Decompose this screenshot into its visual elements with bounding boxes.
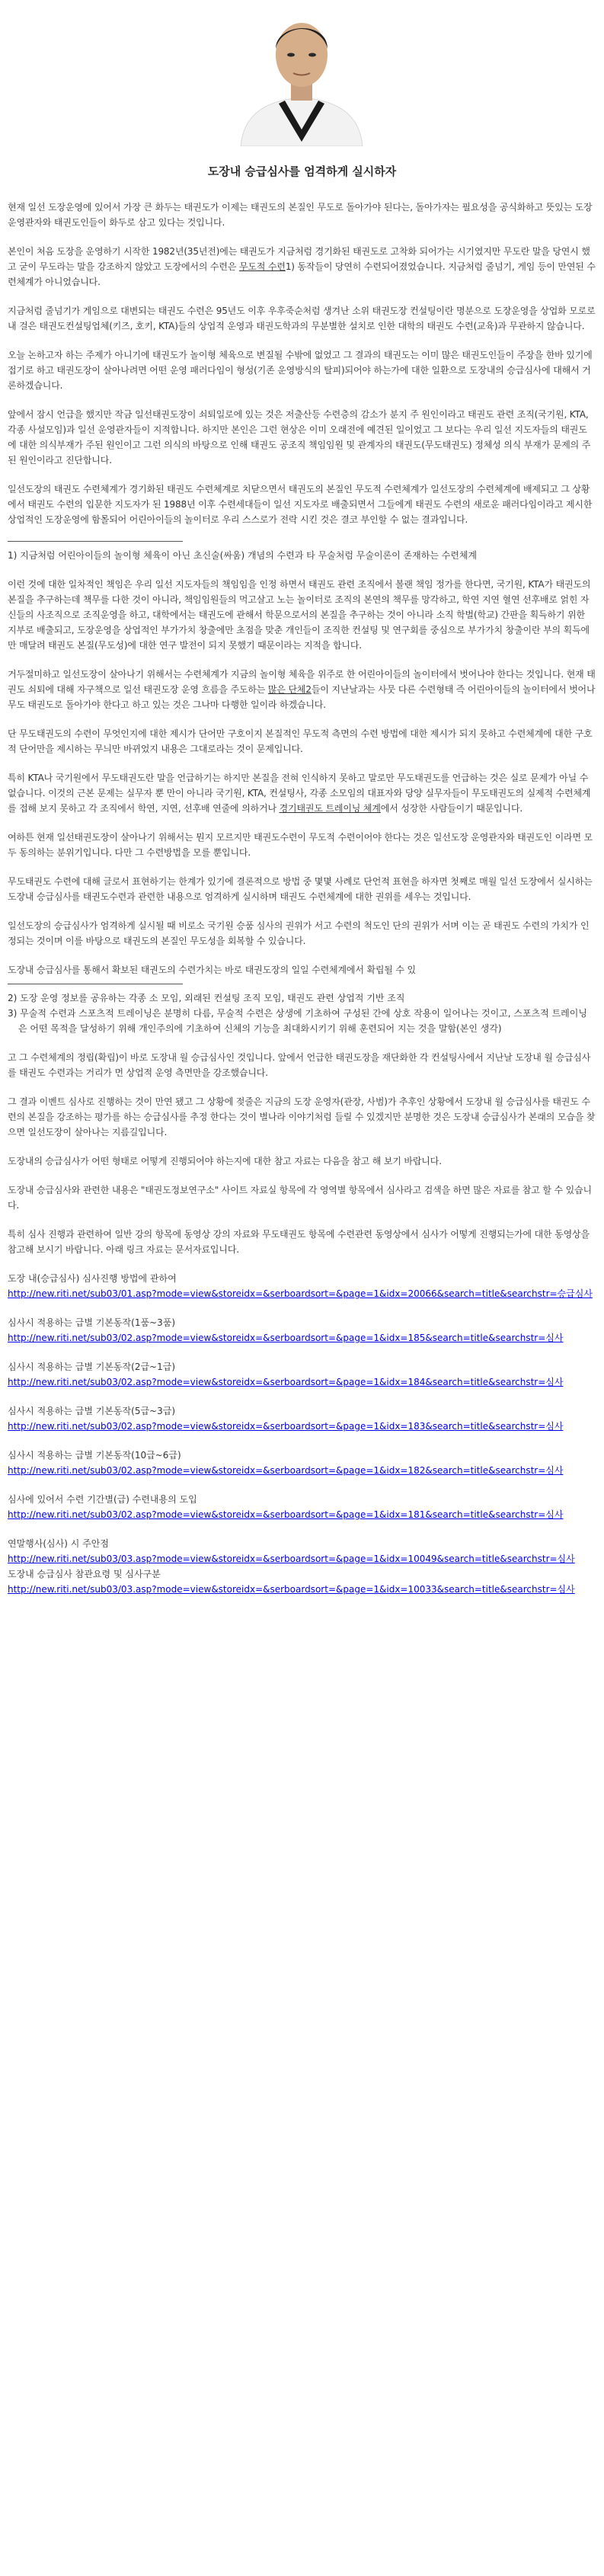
- paragraph: 도장내 승급심사와 관련한 내용은 "태권도정보연구소" 사이트 자료실 항목에 각 영역별 항목에서 심사라고 검색을 하면 많은 자료를 참고 할 수 있습니다.: [8, 1185, 592, 1211]
- footnote-block: [8, 990, 596, 1036]
- paragraph: 단 무도태권도의 수련이 무엇인지에 대한 제시가 단어만 구호이지 본질적인 무도적 측면의 수련 방법에 대한 제시가 되지 못하고 수련체계에 대한 구호적 단어만을 제시하는 무늬만 바뀌었지 내용은 그대로라는 것이 문제입니다.: [8, 728, 593, 754]
- reference-link[interactable]: http://new.riti.net/sub03/02.asp?mode=view&storeidx=&serboardsort=&page=1&idx=184&search=title&searchstr=심사: [8, 1377, 564, 1387]
- reference-link[interactable]: http://new.riti.net/sub03/02.asp?mode=view&storeidx=&serboardsort=&page=1&idx=183&search=title&searchstr=심사: [8, 1421, 564, 1432]
- reference-link[interactable]: http://new.riti.net/sub03/02.asp?mode=view&storeidx=&serboardsort=&page=1&idx=182&search=title&searchstr=심사: [8, 1465, 564, 1476]
- paragraph-text: 1) 동작들이 당연히 수련되어졌었습니다. 지금처럼 줄넘기, 게임 등이 만연된 수련체계가 아니었습니다.: [8, 261, 596, 287]
- paragraph: 지금처럼 줄넘기가 게임으로 대변되는 태권도 수련은 95년도 이후 우후죽순처럼 생겨난 소위 태권도장 컨설팅이란 명분으로 도장운영을 상업화 모로로 내 걸은 태권도컨설팅업체(키즈, 호키, KTA)들의 상업적 운영과 태권도학과의 무분별한 설치로 인한 대학의 태권도 수련(교육)과 무관하지 않습니다.: [8, 306, 596, 331]
- underlined-term: 경기태권도 트레이닝 체계: [279, 803, 381, 814]
- paragraph-text: 거두절미하고 일선도장이 살아나기 위해서는 수련체계가 지금의 놀이형 체육을 위주로 한 어린아이들의 놀이터에서 벗어나야 한다는 것입니다. 현재 태권도 쇠퇴에 대해 자구책으로 일선 태권도장 운영 흐름을 주도하는: [8, 669, 596, 695]
- reference-link[interactable]: http://new.riti.net/sub03/02.asp?mode=view&storeidx=&serboardsort=&page=1&idx=185&search=title&searchstr=심사: [8, 1333, 564, 1343]
- paragraph: 특히 심사 진행과 관련하여 일반 강의 항목에 동영상 강의 자료와 무도태권도 항목에 수련관련 동영상에서 심사가 어떻게 진행되는가에 대한 동영상을 참고해 보시기 바랍니다. 아래 링크 자료는 문서자료입니다.: [8, 1229, 590, 1255]
- paragraph: 고 그 수련체계의 정립(확립)이 바로 도장내 월 승급심사인 것입니다. 앞에서 언급한 태권도장을 재단화한 각 컨설팅사에서 지난날 도장내 월 승급심사를 태권도 수련과는 거리가 먼 상업적 운영 측면만을 강조했습니다.: [8, 1052, 591, 1078]
- paragraph: 이런 것에 대한 일차적인 책임은 우리 일선 지도자들의 책임임을 인정 하면서 태권도 관련 조직에서 볼랜 책임 정가를 한다면, 국기원, KTA가 태권도의 본질을 추구하는데 책무를 다한 것이 아니라, 책임임원들의 먹고살고 노는 놀이터로 조직의 본연의 책무를 망각하고, 학연 지연 혈연 선후배로 얽힌 자신들의 사조직으로 조직운영을 하고, 대학에서는 태권도에 관해서 학문으로서의 본질을 추구하는 것이 아니라 소직 학벌(학교) 간판을 획득하기 위한 지부로 배출되고, 도장운영을 상업적인 부가가치 창출에만 초점을 맞춘 개인들이 조직한 컨설팅 및 연구회를 중심으로 부가가치 창출이란 부의 획득에만 매달려 태권도 본질(무도성)에 대한 연구 발전이 되지 못했기 때문이라는 지적을 합니다.: [8, 579, 591, 651]
- reference-label: 심사시 적용하는 급별 기본동작(5급~3급): [8, 1406, 176, 1416]
- reference-item: [8, 1492, 596, 1522]
- footnote: 3) 무술적 수련과 스포츠적 트레이닝은 분명히 다름, 무술적 수련은 상생에 기초하여 구성된 간에 상호 작용이 일어나는 것이고, 스포츠적 트레이닝은 어떤 목적을 달성하기 위해 개인주의에 기초하여 신체의 기능을 최대화시키기 위해 훈련되어 지는 것을 말함(본인 생각): [8, 1008, 587, 1034]
- article-body: [8, 200, 596, 1611]
- reference-item: [8, 1315, 596, 1346]
- reference-link[interactable]: http://new.riti.net/sub03/01.asp?mode=view&storeidx=&serboardsort=&page=1&idx=20066&search=title&searchstr=승급심사: [8, 1288, 593, 1299]
- paragraph: 일선도장의 승급심사가 엄격하게 실시될 때 비로소 국기원 승품 심사의 권위가 서고 수련의 척도인 단의 권위가 서며 이는 곧 태권도 수련의 가치가 인정되는 것이며 이를 바탕으로 태권도의 본질인 무도성을 회복할 수 있습니다.: [8, 920, 590, 946]
- author-portrait-image: [204, 0, 399, 146]
- reference-label: 도장내 승급심사 참관요령 및 심사구분: [8, 1569, 161, 1579]
- paragraph: 그 결과 이벤트 심사로 진행하는 것이 만연 됐고 그 상황에 젖줄은 지금의 도장 운영자(관장, 사범)가 추후인 상황에서 도장내 월 승급심사를 태권도 수련의 본질을 강조하는 평가를 하는 승급심사를 추정 한다는 것이 별나라 이야기처럼 들릴 수 있겠지만 분명한 것은 도장내 승급심사가 본래의 모습을 찾으면 일선도장이 살아나는 지름길입니다.: [8, 1096, 596, 1138]
- paragraph: 무도태권도 수련에 대해 글로서 표현하기는 한계가 있기에 결론적으로 방법 중 몇몇 사례로 단언적 표현을 하자면 첫째로 매월 일선 도장에서 실시하는 도장내 승급심사를 태권도수련과 관련한 내용으로 엄격하게 실시하며 태권도 수련체계에 대한 권위를 세우는 것입니다.: [8, 876, 593, 902]
- reference-item: [8, 1403, 596, 1434]
- reference-link[interactable]: http://new.riti.net/sub03/03.asp?mode=view&storeidx=&serboardsort=&page=1&idx=10033&search=title&searchstr=심사: [8, 1584, 575, 1595]
- footnote-divider: [8, 541, 183, 542]
- footnote: 1) 지금처럼 어린아이들의 놀이형 체육이 아닌 초신술(싸움) 개념의 수련과 타 무술처럼 무술이론이 존재하는 수련체계: [8, 550, 478, 561]
- paragraph: 현재 일선 도장운영에 있어서 가장 큰 화두는 태권도가 이제는 태권도의 본질인 무도로 돌아가야 된다는, 돌아가자는 필요성을 공식화하고 뜻있는 도장 운영관자와 태권도인들이 화두로 삼고 있다는 것입니다.: [8, 202, 593, 228]
- footnote: 2) 도장 운영 정보를 공유하는 각종 소 모임, 외래된 컨설팅 조직 모임, 태권도 관련 상업적 기반 조직: [8, 993, 405, 1003]
- reference-label: 심사시 적용하는 급별 기본동작(10급~6급): [8, 1450, 181, 1461]
- reference-link[interactable]: http://new.riti.net/sub03/03.asp?mode=view&storeidx=&serboardsort=&page=1&idx=10049&search=title&searchstr=심사: [8, 1554, 575, 1564]
- paragraph: 여하튼 현재 일선태권도장이 살아나기 위해서는 뭔지 모르지만 태권도수련이 무도적 수련이어야 한다는 것은 일선도장 운영관자와 태권도인 이라면 모두 동의하는 분위기입니다. 다만 그 수련방법을 모를 뿐입니다.: [8, 832, 593, 858]
- underlined-term: 무도적 수련: [238, 261, 286, 272]
- paragraph: [8, 244, 596, 290]
- paragraph-text: 본인이 처음 도장을 운영하기 시작한 1982년(35년전)에는 태권도가 지금처럼 경기화된 태권도로 고착화 되어가는 시기였지만 무도란 말을 당연시 했고 굳이 무도라는 말을 강조하지 않았고 도장에서의 수련은: [8, 246, 590, 272]
- paragraph: 앞에서 잠시 언급을 했지만 작금 일선태권도장이 쇠퇴일로에 있는 것은 저출산등 수련층의 감소가 분지 주 원인이라고 태권도 관련 조직(국기원, KTA, 각종 사설모임)과 일선 운영관자들이 지적합니다. 하지만 본인은 그런 현상은 이미 오래전에 예견된 일이었고 그 보다는 우리 일선 지도자들의 태권도에 대한 의식부재가 주된 원인이고 그런 의식의 바탕으로 인해 태권도 공조직 책임임원 및 관계자의 태권도(무도태권도) 정체성 의식 부재가 문제의 주된 원인이라고 진단합니다.: [8, 409, 591, 466]
- paragraph-text: 들이 지난날과는 사뭇 다른 수련형태 즉 어린아이들의 놀이터에서 벗어나 무도 태권도로 돌아가야 한다고 하고 있는 것은 그나마 다행한 일이라 하겠습니다.: [8, 684, 596, 710]
- reference-label: 연말행사(심사) 시 주안점: [8, 1538, 109, 1549]
- reference-link[interactable]: http://new.riti.net/sub03/02.asp?mode=view&storeidx=&serboardsort=&page=1&idx=181&search=title&searchstr=심사: [8, 1509, 564, 1520]
- paragraph-text: 에서 성장한 사람들이기 때문입니다.: [380, 803, 523, 814]
- paragraph: 도장내 승급심사를 통해서 확보된 태권도의 수련가치는 바로 태권도장의 일일 수련체계에서 확립될 수 있: [8, 965, 416, 975]
- paragraph: [8, 667, 596, 712]
- reference-label: 도장 내(승급심사) 심사진행 방법에 관하여: [8, 1273, 177, 1284]
- paragraph-text: 특히 KTA나 국기원에서 무도태권도란 말을 언급하기는 하지만 본질을 전혀 인식하지 못하고 말로만 무도태권도를 언급하는 것은 실로 문제가 아닐 수 없습니다. 이것의 근본 문제는 실무자 뿐 만이 아니라 국기원, KTA, 컨설팅사, 각종 소모임의 대표자와 당양 실무자들이 무도태권도의 실제적 수련체계를 접해 보지 못하고 각 조직에서 학연, 지연, 선후배 연줄에 의하거나: [8, 773, 591, 814]
- reference-item: [8, 1536, 596, 1597]
- paragraph: 일선도장의 태권도 수련체계가 경기화된 태권도 수련체계로 치닫으면서 태권도의 본질인 무도적 수련체계가 일선도장의 수련체계에 배제되고 그 상황에서 태권도 수련의 입문한 지도자가 된 1988년 이후 수련세대들이 일선 지도자로 배출되면서 그들에게 태권도 수련의 새로운 패러다임이라고 제시한 상업적인 도장운영에 함몰되어 어린아이들의 놀이터로 우리 스스로가 전락 시킨 것은 결코 부인할 수 없는 결과입니다.: [8, 484, 593, 525]
- paragraph: [8, 770, 596, 816]
- reference-item: [8, 1359, 596, 1390]
- paragraph: 오늘 논하고자 하는 주제가 아니기에 태권도가 놀이형 체육으로 변질될 수밖에 없었고 그 결과의 태권도는 이미 많은 태권도인들이 주장을 한바 있기에 접기로 하고 태권도장이 살아나려면 어떤 운영 패러다임이 형성(기존 운영방식의 탈피)되어야 하는가에 대한 일환으로 도장내의 승급심사에 대해서 거론하겠습니다.: [8, 350, 593, 391]
- footnote-block: [8, 548, 596, 563]
- reference-label: 심사시 적용하는 급별 기본동작(1품~3품): [8, 1317, 176, 1328]
- reference-label: 심사에 있어서 수련 기간별(급) 수련내용의 도입: [8, 1494, 197, 1505]
- reference-item: [8, 1271, 596, 1301]
- reference-label: 심사시 적용하는 급별 기본동작(2급~1급): [8, 1362, 176, 1372]
- paragraph: 도장내의 승급심사가 어떤 형태로 어떻게 진행되어야 하는지에 대한 참고 자료는 다음을 참고 해 보기 바랍니다.: [8, 1156, 442, 1166]
- article-title: 도장내 승급심사를 엄격하게 실시하자: [207, 165, 397, 178]
- reference-item: [8, 1448, 596, 1478]
- underlined-term: 많은 단체2: [267, 684, 312, 695]
